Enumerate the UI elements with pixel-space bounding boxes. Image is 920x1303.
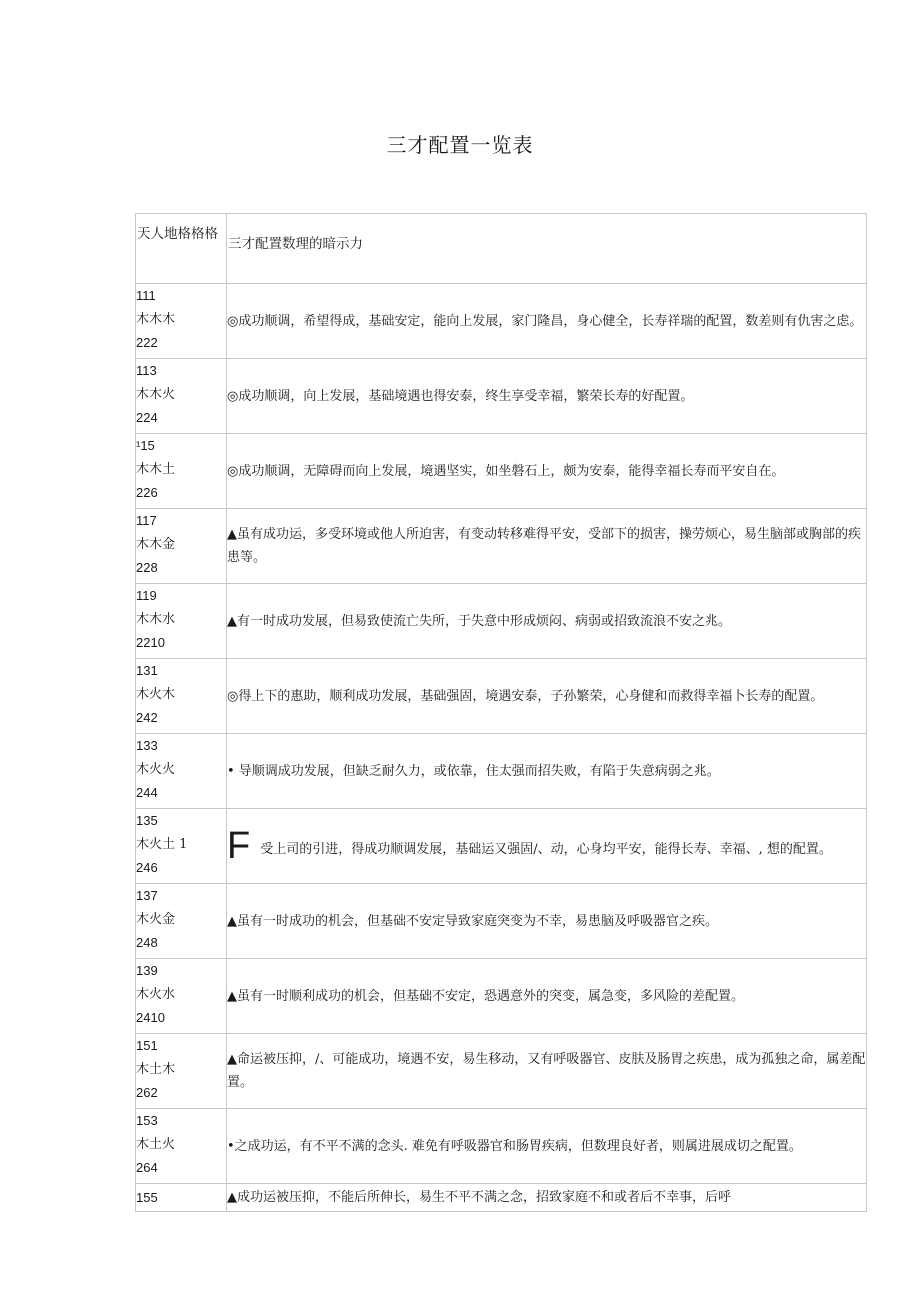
page-title: 三才配置一览表 xyxy=(386,133,534,157)
meaning-text: ▲有一时成功发展，但易致使流亡失所，于失意中形成烦闷、病弱或招致流浪不安之兆。 xyxy=(227,613,731,629)
meaning-text: ◎得上下的惠助，顺利成功发展，基础强固，境遇安泰，子孙繁荣，心身健和而救得幸福卜长寿的配置。 xyxy=(227,688,824,704)
meaning-cell xyxy=(227,1184,867,1212)
table-row xyxy=(136,1034,867,1109)
table-row xyxy=(136,809,867,884)
meaning-cell xyxy=(227,959,867,1034)
grid-code-cell xyxy=(136,734,227,809)
grid-code-bottom: 244 xyxy=(136,785,158,800)
meaning-text: • 导顺调成功发展，但缺乏耐久力，或依靠，住太强而招失败，有陷于失意病弱之兆。 xyxy=(227,763,720,779)
meaning-text: ▲虽有一时顺利成功的机会，但基础不安定，恐遇意外的突变，属急变，多风险的差配置。 xyxy=(227,988,744,1004)
grid-code-cell xyxy=(136,359,227,434)
table-header-row xyxy=(136,214,867,284)
meaning-cell xyxy=(227,584,867,659)
grid-code-top: 133 xyxy=(136,738,158,753)
grid-code-top: ¹15 xyxy=(136,438,155,453)
element-name: 木火土 1 xyxy=(136,836,188,852)
meaning-cell xyxy=(227,809,867,884)
grid-code-cell xyxy=(136,1034,227,1109)
sancai-table xyxy=(135,213,867,1212)
meaning-cell xyxy=(227,1109,867,1184)
grid-code-top: 153 xyxy=(136,1113,158,1128)
table-row xyxy=(136,734,867,809)
meaning-text: ◎成功顺调，希望得成，基础安定，能向上发展，家门隆昌，身心健全，长寿祥瑞的配置，数差则有仇害之虑。 xyxy=(227,313,863,329)
table-row xyxy=(136,884,867,959)
meaning-cell xyxy=(227,884,867,959)
grid-code-cell xyxy=(136,809,227,884)
grid-code-cell xyxy=(136,884,227,959)
meaning-text: ◎成功顺调，无障碍而向上发展，境遇坚实，如坐磐石上，颇为安泰，能得幸福长寿而平安自在。 xyxy=(227,463,785,479)
element-name: 木木金 xyxy=(136,536,176,552)
grid-code-bottom: 2410 xyxy=(136,1010,165,1025)
meaning-text: ▲命运被压抑，/、可能成功，境遇不安，易生移动，又有呼吸器官、皮肤及肠胃之疾患，成为孤独之命，属差配置。 xyxy=(227,1052,866,1090)
element-name: 木火木 xyxy=(136,686,176,702)
grid-code-cell xyxy=(136,584,227,659)
grid-code-top: 151 xyxy=(136,1038,158,1053)
element-name: 木木水 xyxy=(136,611,176,627)
meaning-cell xyxy=(227,1034,867,1109)
grid-code-top: 139 xyxy=(136,963,158,978)
grid-code-top: 137 xyxy=(136,888,158,903)
grid-code-bottom: 246 xyxy=(136,860,158,875)
table-row xyxy=(136,509,867,584)
grid-code-cell xyxy=(136,1109,227,1184)
grid-code-top: 111 xyxy=(136,288,156,303)
grid-code-bottom: 248 xyxy=(136,935,158,950)
grid-code-top: 119 xyxy=(136,588,157,603)
meaning-cell xyxy=(227,434,867,509)
grid-code-cell xyxy=(136,959,227,1034)
grid-code-cell xyxy=(136,284,227,359)
element-name: 木木火 xyxy=(136,386,176,402)
table-row xyxy=(136,284,867,359)
grid-code-bottom: 222 xyxy=(136,335,158,350)
grid-code-cell xyxy=(136,659,227,734)
grid-code-bottom: 264 xyxy=(136,1160,158,1175)
element-name: 木火火 xyxy=(136,761,176,777)
grid-code-bottom: 2210 xyxy=(136,635,165,650)
grid-code-top: 117 xyxy=(136,513,157,528)
meaning-cell xyxy=(227,659,867,734)
meaning-cell xyxy=(227,284,867,359)
grid-code-bottom: 262 xyxy=(136,1085,158,1100)
meaning-text: •之成功运，有不平不满的念头. 难免有呼吸器官和肠胃疾病，但数理良好者，则属进展成切之配置。 xyxy=(227,1138,802,1154)
meaning-text: ◎成功顺调，向上发展，基础境遇也得安泰，终生享受幸福，繁荣长寿的好配置。 xyxy=(227,388,694,404)
grid-code-bottom: 224 xyxy=(136,410,158,425)
element-name: 木土火 xyxy=(136,1136,176,1152)
grid-code-top: 135 xyxy=(136,813,158,828)
grid-code-bottom: 242 xyxy=(136,710,158,725)
table-row xyxy=(136,959,867,1034)
table-row xyxy=(136,1109,867,1184)
meaning-text: 受上司的引进，得成功顺调发展，基础运又强固/、动，心身均平安，能得长寿、幸福、, 想的配置。 xyxy=(260,842,832,857)
table-row xyxy=(136,434,867,509)
element-name: 木木木 xyxy=(136,311,176,327)
meaning-cell xyxy=(227,509,867,584)
meaning-cell xyxy=(227,734,867,809)
table-row xyxy=(136,1184,867,1212)
grid-code-top: 113 xyxy=(136,363,157,378)
meaning-text: ▲虽有成功运，多受环境或他人所迫害，有变动转移难得平安，受部下的损害，操劳烦心，易生脑部或胸部的疾患等。 xyxy=(227,527,861,565)
table-row xyxy=(136,584,867,659)
grid-code-top: 155 xyxy=(136,1189,158,1205)
header-col-grid: 天人地格格格 xyxy=(136,214,227,284)
table-row xyxy=(136,359,867,434)
grid-code-bottom: 228 xyxy=(136,560,158,575)
grid-code-bottom: 226 xyxy=(136,485,158,500)
element-name: 木火金 xyxy=(136,911,176,927)
table-row xyxy=(136,659,867,734)
large-letter-f: F xyxy=(227,825,251,867)
element-name: 木火水 xyxy=(136,986,176,1002)
meaning-cell xyxy=(227,359,867,434)
grid-code-top: 131 xyxy=(136,663,158,678)
element-name: 木土木 xyxy=(136,1061,176,1077)
grid-code-cell xyxy=(136,434,227,509)
grid-code-cell xyxy=(136,1184,227,1212)
grid-code-cell xyxy=(136,509,227,584)
header-col-meaning: 三才配置数理的暗示力 xyxy=(227,214,867,284)
meaning-text: ▲成功运被压抑，不能后所伸长，易生不平不满之念，招致家庭不和或者后不幸事，后呼 xyxy=(227,1190,731,1205)
meaning-text: ▲虽有一时成功的机会，但基础不安定导致家庭突变为不幸，易患脑及呼吸器官之疾。 xyxy=(227,913,718,929)
element-name: 木木土 xyxy=(136,461,176,477)
